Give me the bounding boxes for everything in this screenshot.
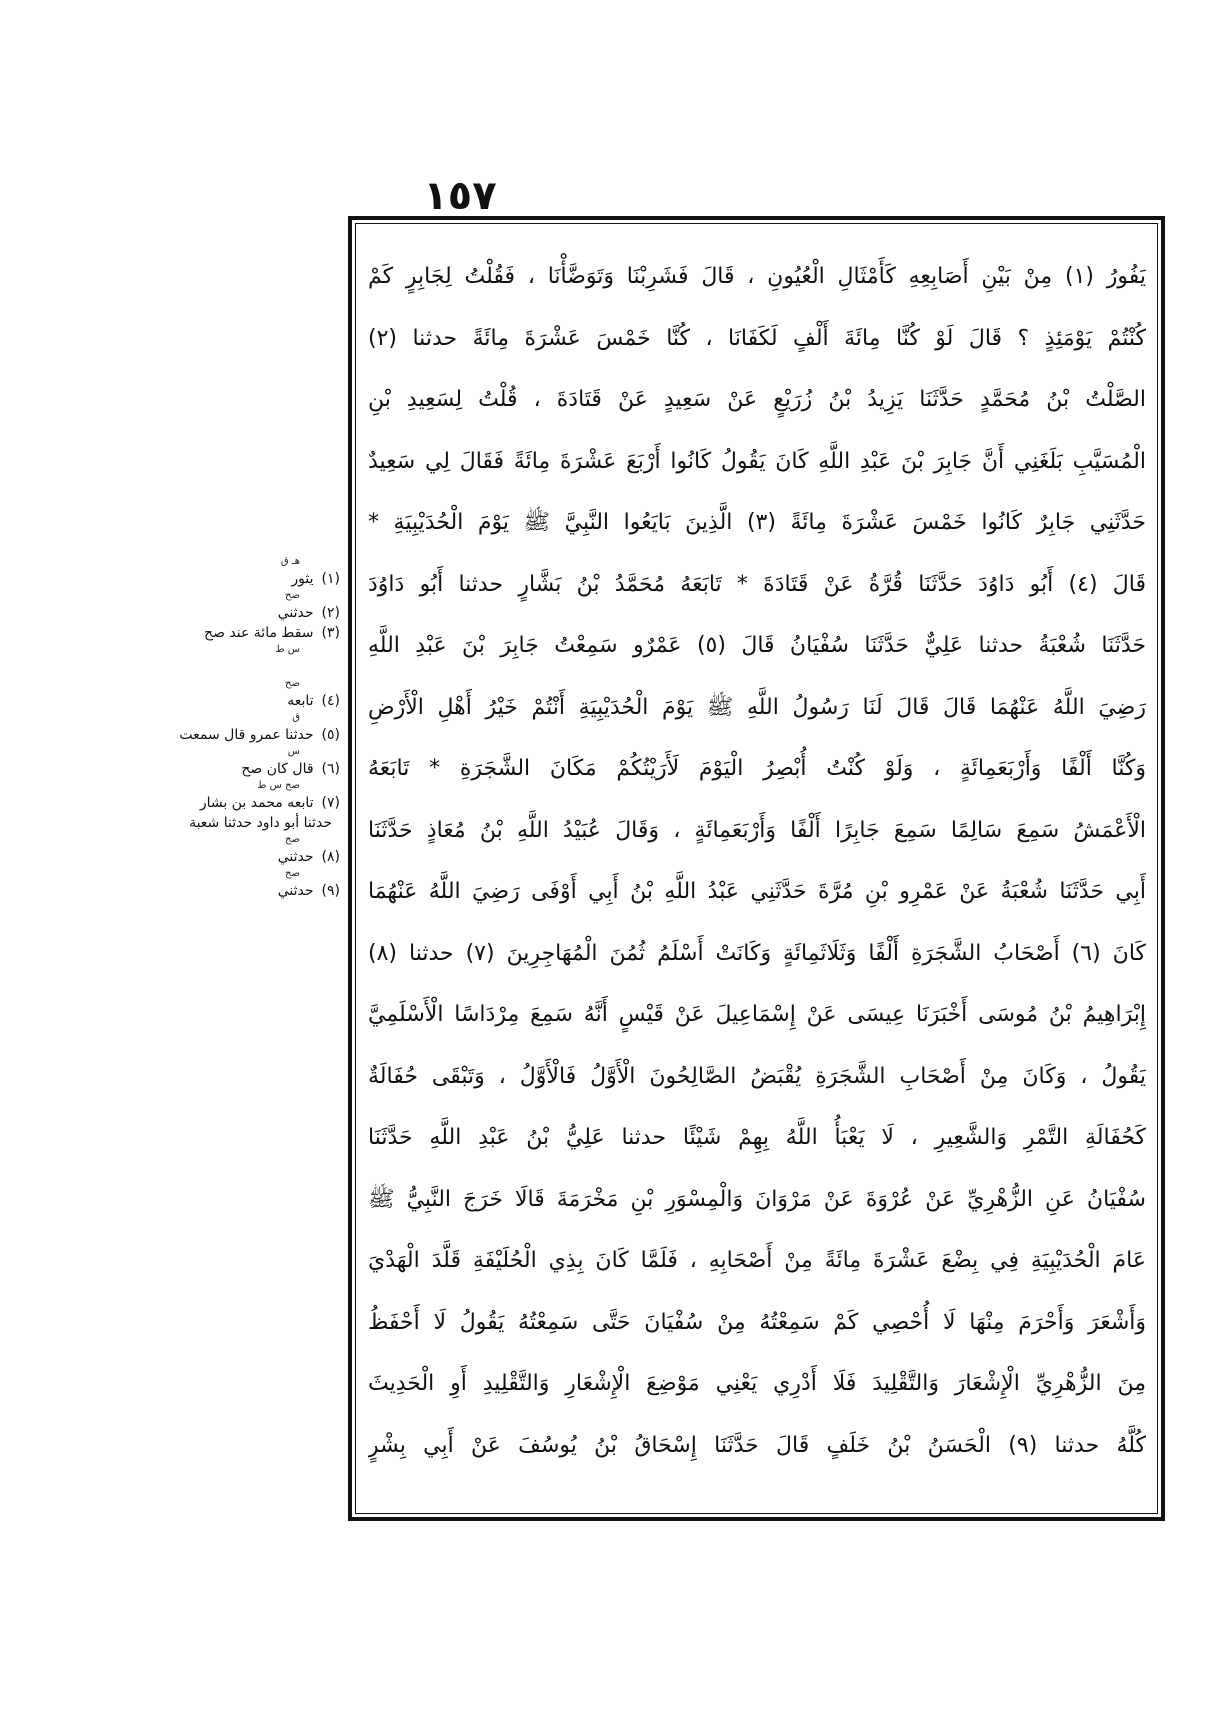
text-line: حَدَّثَنَا شُعْبَةُ حدثنا عَلِيٌّ حَدَّثَنَا سُفْيَانُ قَالَ (٥) عَمْرٌو سَمِعْتُ جَابِرَ بْنَ عَبْدِ اللَّهِ	[368, 633, 1146, 658]
margin-note	[172, 745, 340, 779]
text-line: وَأَشْعَرَ وَأَحْرَمَ مِنْهَا لَا أُحْصِي كَمْ سَمِعْتُهُ مِنْ سُفْيَانَ حَتَّى سَمِعْتُهُ يَقُولُ لَا أَحْفَظُ	[368, 1309, 1146, 1335]
note-sigla: ق	[292, 712, 300, 723]
margin-note	[172, 623, 340, 643]
margin-note	[172, 813, 340, 833]
margin-note	[172, 711, 340, 745]
note-sigla: صح	[285, 834, 300, 845]
text-line: مِنَ الزُّهْرِيِّ الْإِشْعَارَ وَالتَّقْلِيدَ فَلَا أَدْرِي يَعْنِي مَوْضِعَ الْإِشْعَارِ وَالتَّقْلِيدِ أَوِ الْحَدِيثَ	[368, 1371, 1146, 1396]
note-text: يثور	[291, 571, 314, 587]
text-line: حَدَّثَنِي جَابِرٌ كَانُوا خَمْسَ عَشْرَةَ مِائَةً (٣) الَّذِينَ بَايَعُوا النَّبِيَّ ﷺ يَوْمَ الْحُدَيْبِيَةِ *	[368, 510, 1146, 535]
note-text: تابعه محمد بن بشار	[199, 795, 314, 811]
note-sigla: هـ ق	[280, 556, 300, 567]
text-line: كَحُفَالَةِ التَّمْرِ وَالشَّعِيرِ ، لَا يَعْبَأُ اللَّهُ بِهِمْ شَيْئًا حدثنا عَلِيُّ بْنُ عَبْدِ اللَّهِ حَدَّثَنَا	[368, 1125, 1146, 1150]
text-line: الصَّلْتُ بْنُ مُحَمَّدٍ حَدَّثَنَا يَزِيدُ بْنُ زُرَيْعٍ عَنْ سَعِيدٍ عَنْ قَتَادَةَ ، قُلْتُ لِسَعِيدِ بْنِ	[368, 387, 1146, 412]
note-sigla: صح	[285, 868, 300, 879]
note-text: حدثني	[277, 849, 314, 865]
text-line: كُنْتُمْ يَوْمَئِذٍ ؟ قَالَ لَوْ كُنَّا مِائَةَ أَلْفٍ لَكَفَانَا ، كُنَّا خَمْسَ عَشْرَةَ مِائَةً حدثنا (٢)	[368, 325, 1146, 351]
note-text: حدثنا عمرو قال سمعت	[179, 727, 314, 743]
text-line: كَانَ (٦) أَصْحَابُ الشَّجَرَةِ أَلْفًا وَثَلَاثَمِائَةٍ وَكَانَتْ أَسْلَمُ ثُمُنَ الْمُهَاجِرِينَ (٧) حدثنا (٨)	[368, 940, 1146, 966]
note-number: (٣)	[321, 625, 340, 641]
note-number: (٥)	[321, 727, 340, 743]
note-number: (٢)	[321, 605, 340, 621]
note-text: حدثني	[277, 605, 314, 621]
text-line: سُفْيَانُ عَنِ الزُّهْرِيِّ عَنْ عُرْوَةَ عَنْ مَرْوَانَ وَالْمِسْوَرِ بْنِ مَخْرَمَةَ قَالَا خَرَجَ النَّبِيُّ ﷺ	[368, 1186, 1146, 1212]
page-number: ١٥٧	[423, 173, 497, 219]
margin-note	[172, 677, 340, 711]
note-number: (١)	[321, 571, 340, 587]
note-text: حدثني	[277, 883, 314, 899]
note-sigla: صح س ط	[257, 780, 300, 791]
note-number: (٧)	[321, 795, 340, 811]
note-text: حدثنا أبو داود حدثنا شعبة	[189, 815, 332, 831]
text-line: وَكُنَّا أَلْفًا وَأَرْبَعَمِائَةٍ ، وَلَوْ كُنْتُ أُبْصِرُ الْيَوْمَ لَأَرَيْتُكُمْ مَكَانَ الشَّجَرَةِ * تَابَعَهُ	[368, 756, 1146, 781]
note-text: تابعه	[287, 693, 314, 709]
margin-notes	[172, 555, 340, 901]
text-line: إِبْرَاهِيمُ بْنُ مُوسَى أَخْبَرَنَا عِيسَى عَنْ إِسْمَاعِيلَ عَنْ قَيْسٍ أَنَّهُ سَمِعَ مِرْدَاسًا الْأَسْلَمِيَّ	[368, 1002, 1146, 1027]
margin-note	[172, 779, 340, 813]
margin-note	[172, 555, 340, 589]
text-line: يَقُولُ ، وَكَانَ مِنْ أَصْحَابِ الشَّجَرَةِ يُقْبَضُ الصَّالِحُونَ الْأَوَّلُ فَالْأَوَّلُ ، وَتَبْقَى حُفَالَةٌ	[368, 1063, 1146, 1089]
text-line: أَبِي حَدَّثَنَا شُعْبَةُ عَنْ عَمْرِو بْنِ مُرَّةَ حَدَّثَنِي عَبْدُ اللَّهِ بْنُ أَبِي أَوْفَى رَضِيَ اللَّهُ عَنْهُمَا	[368, 879, 1146, 904]
margin-note	[172, 643, 340, 677]
note-number: (٩)	[321, 883, 340, 899]
text-line: الْأَعْمَشُ سَمِعَ سَالِمًا سَمِعَ جَابِرًا أَلْفًا وَأَرْبَعَمِائَةٍ ، وَقَالَ عُبَيْدُ اللَّهِ بْنُ مُعَاذٍ حَدَّثَنَا	[368, 817, 1146, 843]
margin-note	[172, 833, 340, 867]
margin-note	[172, 589, 340, 623]
text-line: قَالَ (٤) أَبُو دَاوُدَ حَدَّثَنَا قُرَّةُ عَنْ قَتَادَةَ * تَابَعَهُ مُحَمَّدُ بْنُ بَشَّارٍ حدثنا أَبُو دَاوُدَ	[368, 571, 1146, 597]
main-text-block	[368, 250, 1146, 1500]
text-line: رَضِيَ اللَّهُ عَنْهُمَا قَالَ قَالَ لَنَا رَسُولُ اللَّهِ ﷺ يَوْمَ الْحُدَيْبِيَةِ أَنْتُمْ خَيْرُ أَهْلِ الْأَرْضِ	[368, 694, 1146, 720]
note-number: (٦)	[321, 761, 340, 777]
note-number: (٤)	[321, 693, 340, 709]
note-sigla: س ط	[275, 644, 300, 655]
text-line: كُلَّهُ حدثنا (٩) الْحَسَنُ بْنُ خَلَفٍ قَالَ حَدَّثَنَا إِسْحَاقُ بْنُ يُوسُفَ عَنْ أَبِي بِشْرٍ	[368, 1432, 1146, 1458]
note-number: (٨)	[321, 849, 340, 865]
text-line: عَامَ الْحُدَيْبِيَةِ فِي بِضْعَ عَشْرَةَ مِائَةً مِنْ أَصْحَابِهِ ، فَلَمَّا كَانَ بِذِي الْحُلَيْفَةِ قَلَّدَ الْهَدْيَ	[368, 1248, 1146, 1273]
text-line: الْمُسَيَّبِ بَلَغَنِي أَنَّ جَابِرَ بْنَ عَبْدِ اللَّهِ كَانَ يَقُولُ كَانُوا أَرْبَعَ عَشْرَةَ مِائَةً فَقَالَ لِي سَعِيدٌ	[368, 448, 1146, 474]
text-line: يَفُورُ (١) مِنْ بَيْنِ أَصَابِعِهِ كَأَمْثَالِ الْعُيُونِ ، قَالَ فَشَرِبْنَا وَتَوَضَّأْنَا ، فَقُلْتُ لِجَابِرٍ كَمْ	[368, 264, 1146, 289]
note-sigla: صح	[285, 590, 300, 601]
note-sigla: صح	[285, 678, 300, 689]
note-text: سقط مائة عند صح	[204, 625, 314, 641]
note-text: قال كان صح	[241, 761, 314, 777]
note-sigla: س	[287, 746, 300, 757]
margin-note	[172, 867, 340, 901]
